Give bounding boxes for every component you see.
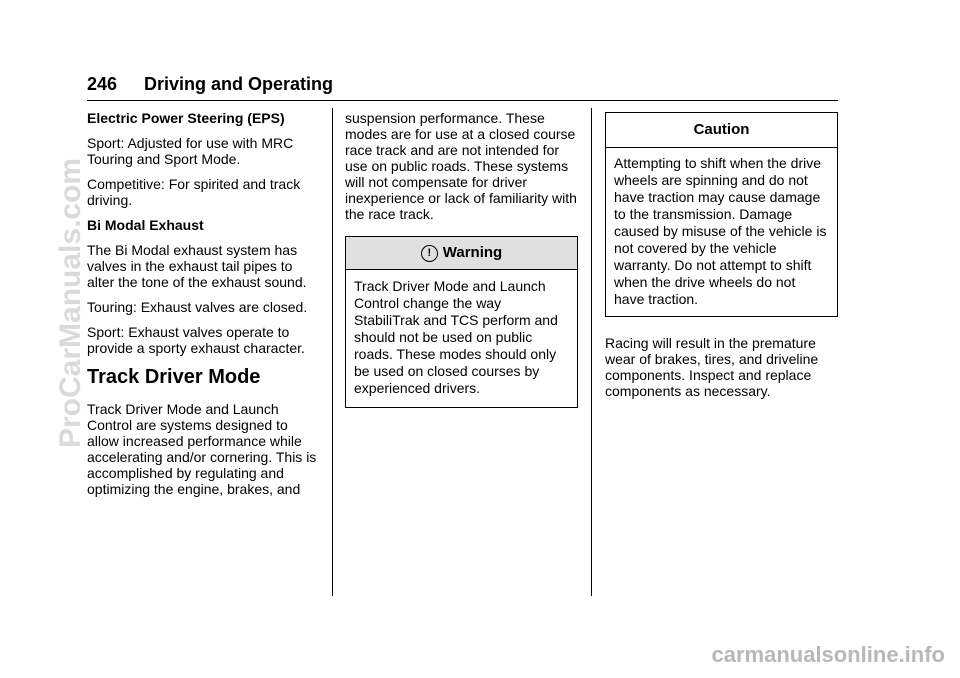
racing-text: Racing will result in the premature wear of brakes, tires, and driveline components. Inspect and replace components as necessary. <box>605 335 819 399</box>
warning-header <box>346 237 577 270</box>
caution-box <box>605 112 838 317</box>
bottom-watermark: carmanualsonline.info <box>711 642 945 667</box>
section-title: Driving and Operating <box>144 74 334 94</box>
exhaust-sport-text: Sport: Exhaust valves operate to provide a sporty exhaust character. <box>87 324 305 356</box>
column-1 <box>87 110 322 506</box>
exhaust-intro-text: The Bi Modal exhaust system has valves in the exhaust tail pipes to alter the tone of the exhaust sound. <box>87 242 307 290</box>
continuation-text: suspension performance. These modes are for use at a closed course race track and are not intended for use on public roads. These systems will not compensate for driver inexperience or lack of familiarity with the race track. <box>345 110 577 222</box>
column-3 <box>605 110 838 408</box>
caution-title: Caution <box>606 113 837 148</box>
warning-icon: ! <box>421 245 438 262</box>
page-header <box>87 72 838 101</box>
warning-title: Warning <box>442 244 503 261</box>
warning-box <box>345 236 578 408</box>
track-intro-text: Track Driver Mode and Launch Control are systems designed to allow increased performance while accelerating and/or cornering. This is accomplished by regulating and optimizing the engine, brakes, and <box>87 401 317 497</box>
column-2 <box>345 110 578 408</box>
exhaust-heading: Bi Modal Exhaust <box>87 217 204 233</box>
side-watermark: ProCarManuals.com <box>54 157 87 448</box>
eps-sport-text: Sport: Adjusted for use with MRC Touring and Sport Mode. <box>87 135 294 167</box>
column-divider <box>591 108 592 596</box>
eps-competitive-text: Competitive: For spirited and track driving. <box>87 176 301 208</box>
track-driver-mode-heading: Track Driver Mode <box>87 366 261 388</box>
exhaust-touring-text: Touring: Exhaust valves are closed. <box>87 299 308 315</box>
page-number: 246 <box>87 74 118 94</box>
eps-heading: Electric Power Steering (EPS) <box>87 110 285 126</box>
warning-body: Track Driver Mode and Launch Control change the way StabiliTrak and TCS perform and should not be used on public roads. These modes should only be used on closed courses by experienced drivers. <box>354 278 558 396</box>
column-divider <box>332 108 333 596</box>
caution-body: Attempting to shift when the drive wheels are spinning and do not have traction may cause damage to the transmission. Damage caused by misuse of the vehicle is not covered by the vehicle warranty. Do not attempt to shift when the drive wheels do not have traction. <box>614 155 827 307</box>
